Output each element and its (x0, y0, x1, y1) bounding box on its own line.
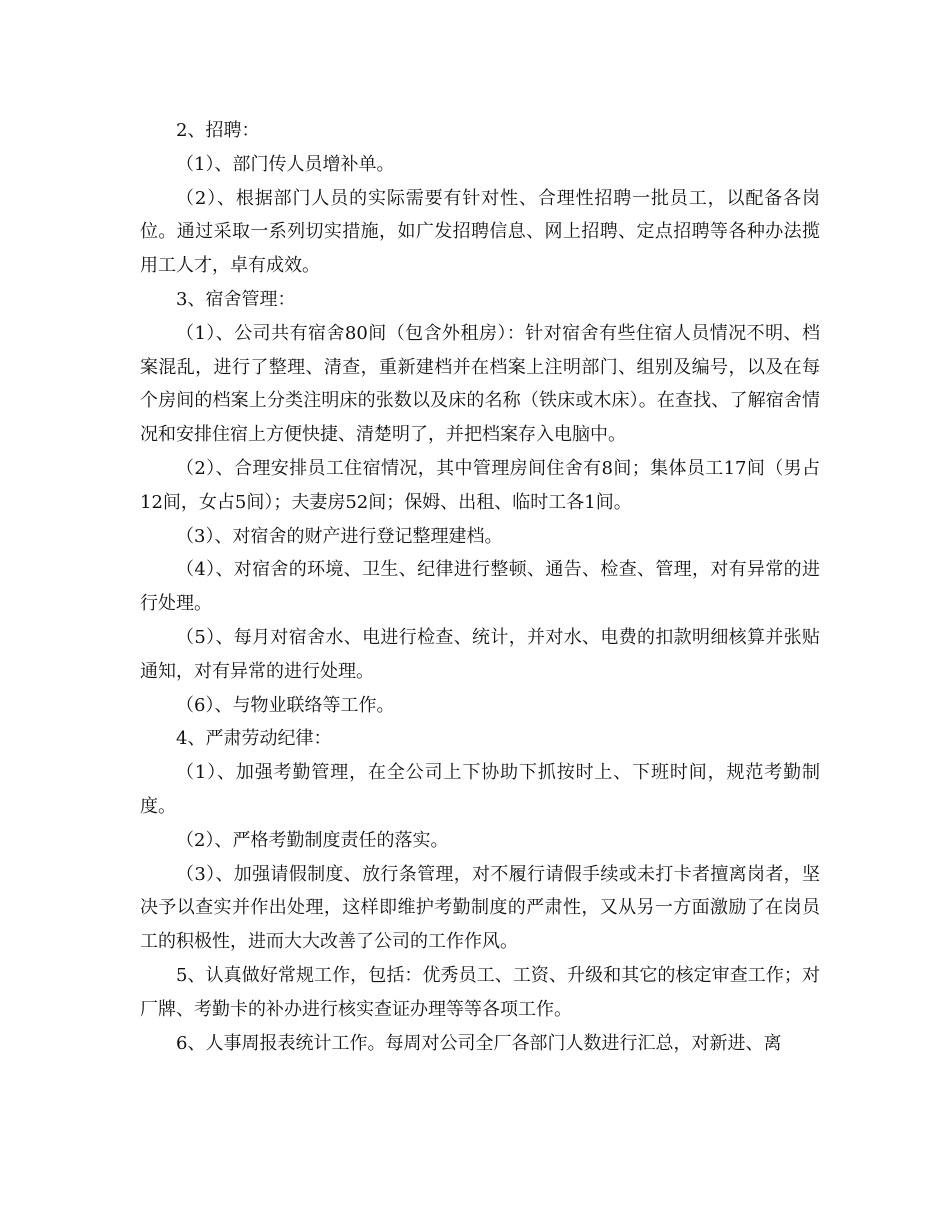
document-body (140, 114, 820, 1060)
paragraph: （2）、严格考勤制度责任的落实。 (176, 829, 449, 851)
paragraph: （6）、与物业联络等工作。 (176, 694, 395, 716)
paragraph: （5）、每月对宿舍水、电进行检查、统计，并对水、电费的扣款明细核算并张贴通知，对有异常的进行处理。 (140, 626, 820, 682)
section-heading-recruitment: 2、招聘： (176, 120, 260, 141)
paragraph: （2）、合理安排员工住宿情况，其中管理房间住舍有8间；集体员工17间（男占12间，女占5间）；夫妻房52间；保姆、出租、临时工各1间。 (140, 457, 820, 513)
paragraph: （1）、公司共有宿舍80间（包含外租房）：针对宿舍有些住宿人员情况不明、档案混乱，进行了整理、清查，重新建档并在档案上注明部门、组别及编号，以及在每个房间的档案上分类注明床的张数以及床的名称（铁床或木床）。在查找、了解宿舍情况和安排住宿上方便快捷、清楚明了，并把档案存入电脑中。 (140, 322, 820, 446)
paragraph: （2）、根据部门人员的实际需要有针对性、合理性招聘一批员工，以配备各岗位。通过采取一系列切实措施，如广发招聘信息、网上招聘、定点招聘等各种办法揽用工人才，卓有成效。 (140, 187, 820, 277)
section-heading-weekly-report: 6、人事周报表统计工作。每周对公司全厂各部门人数进行汇总，对新进、离 (176, 1032, 782, 1054)
paragraph: （3）、对宿舍的财产进行登记整理建档。 (176, 525, 503, 547)
section-heading-routine-work: 5、认真做好常规工作，包括：优秀员工、工资、升级和其它的核定审查工作；对厂牌、考勤卡的补办进行核实查证办理等等各项工作。 (140, 964, 820, 1020)
paragraph: （3）、加强请假制度、放行条管理，对不履行请假手续或未打卡者擅离岗者，坚决予以查实并作出处理，这样即维护考勤制度的严肃性，又从另一方面激励了在岗员工的积极性，进而大大改善了公司的工作作风。 (140, 863, 820, 953)
paragraph: （1）、部门传人员增补单。 (176, 153, 395, 175)
paragraph: （1）、加强考勤管理，在全公司上下协助下抓按时上、下班时间，规范考勤制度。 (140, 762, 820, 817)
section-heading-discipline: 4、严肃劳动纪律： (176, 728, 332, 750)
section-heading-dormitory: 3、宿舍管理： (176, 288, 296, 310)
paragraph: （4）、对宿舍的环境、卫生、纪律进行整顿、通告、检查、管理，对有异常的进行处理。 (140, 559, 820, 615)
